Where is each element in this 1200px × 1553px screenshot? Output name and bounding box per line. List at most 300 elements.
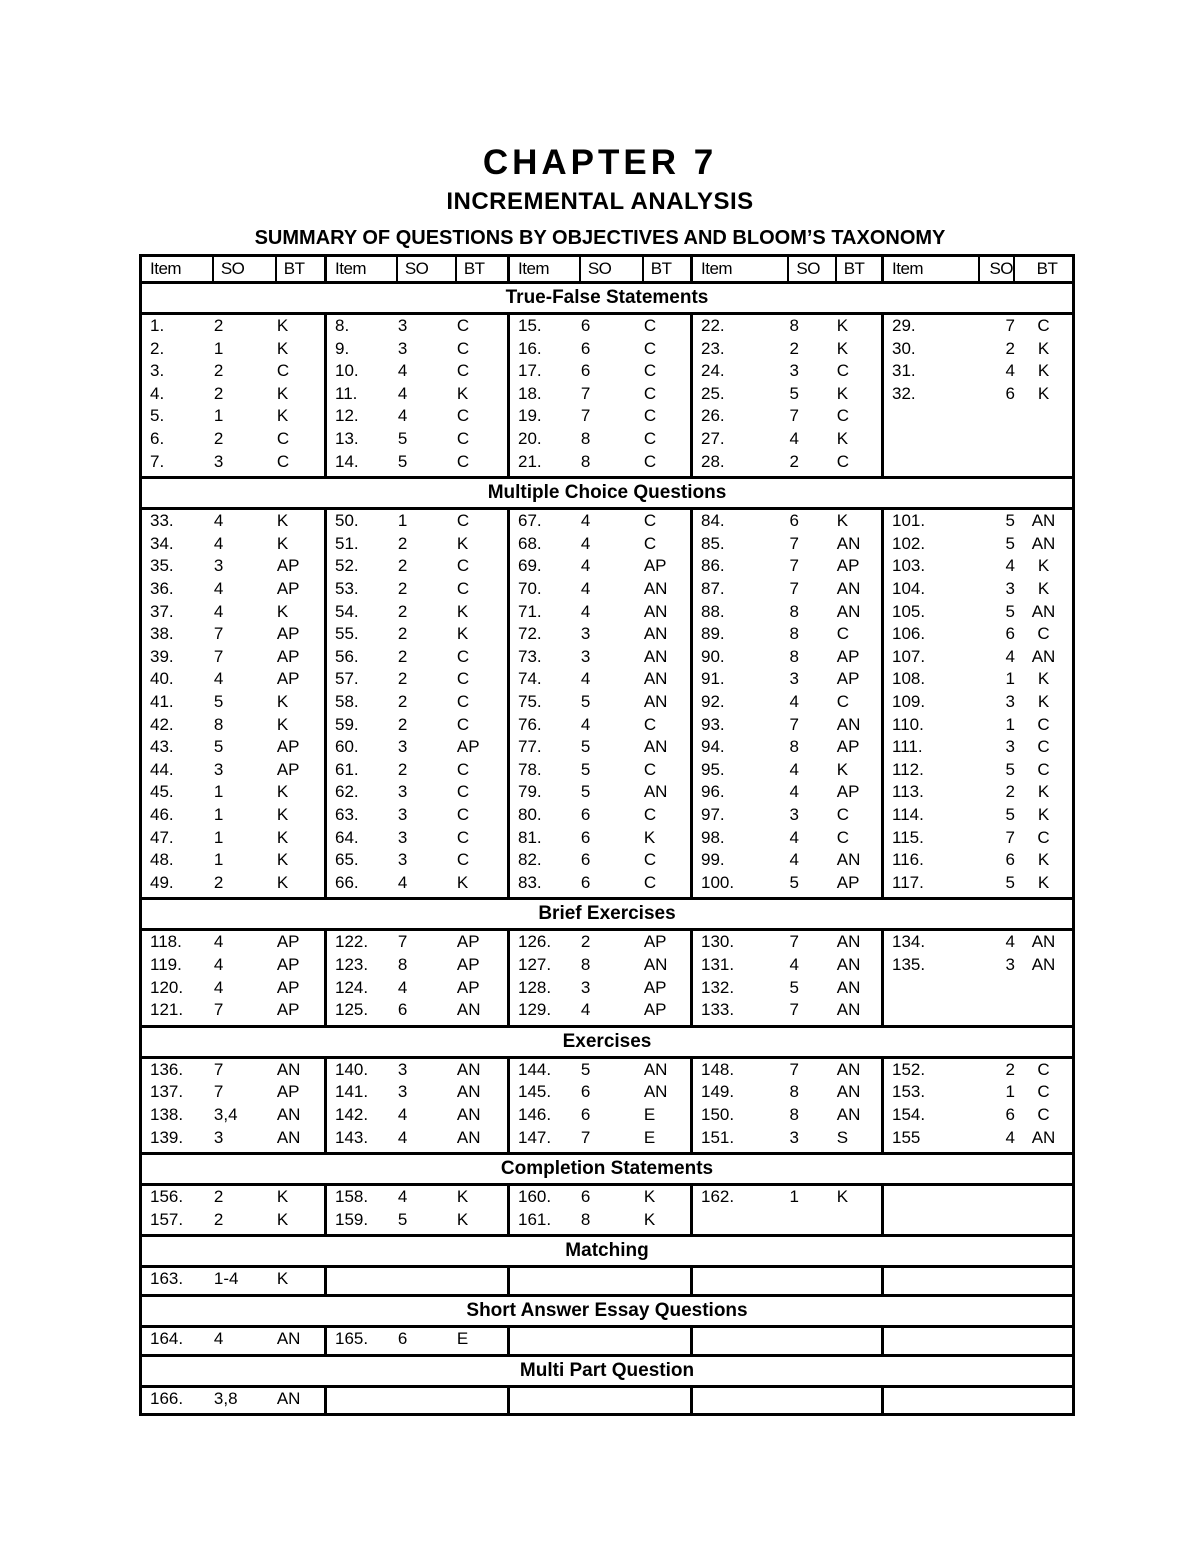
item-cell: 26. [701, 406, 725, 426]
table-row [884, 533, 1072, 556]
table-row [884, 736, 1072, 759]
bt-cell: C [643, 316, 657, 335]
bt-cell: K [1037, 556, 1050, 576]
item-cell: 111. [892, 737, 923, 757]
bt-cell: K [836, 316, 849, 335]
item-cell: 70. [518, 578, 542, 598]
table-header-row [142, 257, 1072, 284]
bt-cell: C [1037, 316, 1050, 335]
column-group [510, 315, 693, 476]
bt-cell: AN [836, 714, 861, 734]
so-cell: 2 [213, 428, 224, 448]
bt-cell: K [836, 759, 849, 779]
bt-cell: AP [643, 556, 667, 576]
table-row [142, 1328, 324, 1351]
item-cell: 143. [335, 1127, 369, 1147]
bt-cell: AN [456, 1059, 481, 1079]
table-row [327, 1328, 507, 1351]
bt-cell: K [1037, 872, 1050, 892]
column-group [510, 1186, 693, 1234]
item-cell: 138. [150, 1104, 184, 1124]
item-cell: 79. [518, 782, 542, 802]
item-cell: 96. [701, 782, 725, 802]
so-cell: 2 [397, 691, 408, 711]
table-row [884, 383, 1072, 406]
so-cell: 4 [789, 954, 799, 974]
column-group [510, 1268, 693, 1294]
item-cell: 60. [335, 737, 359, 757]
item-cell: 46. [150, 804, 174, 824]
table-row [693, 804, 881, 827]
table-row [327, 360, 507, 383]
item-cell: 74. [518, 669, 542, 689]
header-group [510, 257, 693, 281]
so-cell: 6 [397, 1000, 408, 1020]
table-row [884, 1059, 1072, 1082]
table-row [693, 601, 881, 624]
so-cell: 6 [580, 827, 591, 847]
table-row [327, 578, 507, 601]
section-title: Brief Exercises [142, 900, 1072, 931]
so-cell: 5 [1005, 511, 1015, 531]
bt-cell: AN [836, 533, 861, 553]
bt-cell: K [276, 782, 289, 802]
so-cell: 3 [789, 804, 799, 824]
table-row [884, 827, 1072, 850]
item-cell: 162. [701, 1187, 735, 1207]
bt-cell: C [643, 428, 657, 448]
table-row [327, 804, 507, 827]
bt-cell: AN [836, 954, 861, 974]
bt-cell: AN [836, 977, 861, 997]
so-cell: 4 [580, 511, 591, 531]
item-cell: 140. [335, 1059, 369, 1079]
item-cell: 125. [335, 1000, 369, 1020]
table-row [693, 1059, 881, 1082]
bt-cell: AN [643, 624, 668, 644]
table-row [142, 646, 324, 669]
item-cell: 56. [335, 646, 359, 666]
bt-cell: AN [1031, 601, 1056, 621]
item-cell: 133. [701, 1000, 735, 1020]
table-row [510, 428, 690, 451]
table-row [327, 383, 507, 406]
table-row [510, 804, 690, 827]
bt-cell: C [643, 533, 657, 553]
so-cell: 4 [213, 511, 224, 531]
column-group [693, 1388, 884, 1414]
header-so: SO [980, 257, 1015, 281]
table-row [693, 954, 881, 977]
so-cell: 7 [580, 1127, 591, 1147]
item-cell: 61. [335, 759, 359, 779]
table-row [327, 510, 507, 533]
item-cell: 78. [518, 759, 542, 779]
bt-cell: C [643, 872, 657, 892]
table-row [327, 781, 507, 804]
so-cell: 5 [1005, 759, 1015, 779]
item-cell: 161. [518, 1209, 552, 1229]
so-cell: 6 [580, 1104, 591, 1124]
so-cell: 1 [397, 511, 408, 531]
bt-cell: K [276, 1209, 289, 1229]
item-cell: 43. [150, 737, 174, 757]
so-cell: 8 [789, 737, 799, 757]
so-cell: 5 [789, 383, 799, 403]
table-row [327, 405, 507, 428]
item-cell: 163. [150, 1269, 184, 1289]
item-cell: 122. [335, 932, 369, 952]
item-cell: 165. [335, 1328, 369, 1348]
item-cell: 14. [335, 451, 359, 471]
table-row [510, 977, 690, 1000]
table-row [327, 691, 507, 714]
bt-cell: K [456, 872, 469, 892]
so-cell: 2 [1005, 1059, 1015, 1079]
so-cell: 3 [789, 361, 799, 381]
bt-cell: AP [456, 954, 480, 974]
column-group [884, 1388, 1072, 1414]
so-cell: 4 [397, 977, 408, 997]
table-row [327, 601, 507, 624]
item-cell: 130. [701, 932, 735, 952]
column-group [884, 510, 1072, 897]
bt-cell: C [836, 827, 850, 847]
item-cell: 147. [518, 1127, 552, 1147]
item-cell: 41. [150, 691, 174, 711]
bt-cell: K [276, 383, 289, 403]
table-row [884, 601, 1072, 624]
table-row [142, 931, 324, 954]
table-row [884, 931, 1072, 954]
item-cell: 121. [150, 1000, 184, 1020]
item-cell: 7. [150, 451, 165, 471]
bt-cell: C [836, 361, 850, 381]
table-row [510, 1209, 690, 1232]
bt-cell: AN [643, 782, 668, 802]
so-cell: 3 [397, 850, 408, 870]
item-cell: 98. [701, 827, 725, 847]
table-row [510, 623, 690, 646]
item-cell: 29. [892, 316, 916, 335]
chapter-title: CHAPTER 7 [482, 143, 718, 182]
item-cell: 102. [892, 533, 926, 553]
column-group [142, 1186, 327, 1234]
bt-cell: C [643, 850, 657, 870]
so-cell: 3 [397, 782, 408, 802]
so-cell: 6 [789, 511, 799, 531]
table-row [142, 451, 324, 474]
bt-cell: C [456, 361, 470, 381]
so-cell: 4 [1005, 1127, 1015, 1147]
column-group [693, 1186, 884, 1234]
item-cell: 50. [335, 511, 359, 531]
bt-cell: C [276, 361, 290, 381]
item-cell: 112. [892, 759, 924, 779]
item-cell: 151. [701, 1127, 735, 1147]
item-cell: 144. [518, 1059, 552, 1079]
so-cell: 3 [1005, 954, 1015, 974]
item-cell: 94. [701, 737, 725, 757]
bt-cell: C [456, 316, 470, 335]
table-row [510, 781, 690, 804]
so-cell: 4 [580, 601, 591, 621]
table-row [142, 714, 324, 737]
item-cell: 92. [701, 691, 725, 711]
item-cell: 65. [335, 850, 359, 870]
table-row [884, 360, 1072, 383]
section-title: Matching [142, 1237, 1072, 1268]
table-row [327, 872, 507, 895]
header-so: SO [789, 257, 836, 281]
table-row [327, 646, 507, 669]
section-title: Completion Statements [142, 1155, 1072, 1186]
bt-cell: C [456, 428, 470, 448]
table-row [142, 1388, 324, 1411]
so-cell: 4 [789, 827, 799, 847]
table-row [884, 623, 1072, 646]
table-row [327, 555, 507, 578]
bt-cell: K [276, 338, 289, 358]
table-row [510, 646, 690, 669]
bt-cell: AN [836, 1104, 861, 1124]
table-row [884, 555, 1072, 578]
table-row [693, 759, 881, 782]
so-cell: 5 [789, 977, 799, 997]
item-cell: 126. [518, 932, 552, 952]
so-cell: 2 [213, 1209, 224, 1229]
bt-cell: AN [836, 850, 861, 870]
table-row [142, 623, 324, 646]
so-cell: 2 [397, 714, 408, 734]
so-cell: 4 [789, 691, 799, 711]
column-group [510, 1388, 693, 1414]
so-cell: 1 [1005, 1082, 1015, 1102]
bt-cell: AP [276, 1000, 300, 1020]
bt-cell: AP [276, 578, 300, 598]
so-cell: 4 [213, 932, 224, 952]
bt-cell: C [456, 451, 470, 471]
so-cell: 3 [397, 827, 408, 847]
item-cell: 35. [150, 556, 174, 576]
table-row [693, 827, 881, 850]
so-cell: 8 [789, 601, 799, 621]
bt-cell: AN [836, 1082, 861, 1102]
header-so: SO [581, 257, 644, 281]
table-row [327, 736, 507, 759]
so-cell: 8 [213, 714, 224, 734]
so-cell: 3 [397, 737, 408, 757]
bt-cell: AN [643, 1059, 668, 1079]
table-row [327, 428, 507, 451]
column-group [327, 1059, 510, 1152]
table-row [327, 931, 507, 954]
so-cell: 6 [1005, 850, 1015, 870]
section-title: True-False Statements [142, 284, 1072, 315]
bt-cell: K [1037, 338, 1050, 358]
item-cell: 114. [892, 804, 924, 824]
item-cell: 73. [518, 646, 542, 666]
header-group [693, 257, 884, 281]
column-group [693, 931, 884, 1024]
table-row [693, 1127, 881, 1150]
bt-cell: AN [1031, 932, 1056, 952]
item-cell: 117. [892, 872, 924, 892]
bt-cell: AN [1031, 954, 1056, 974]
so-cell: 2 [213, 361, 224, 381]
item-cell: 52. [335, 556, 359, 576]
table-row [510, 1059, 690, 1082]
column-group [884, 1328, 1072, 1354]
table-row [142, 338, 324, 361]
item-cell: 93. [701, 714, 725, 734]
so-cell: 2 [1005, 338, 1015, 358]
column-group [327, 1268, 510, 1294]
item-cell: 134. [892, 932, 926, 952]
so-cell: 4 [397, 872, 408, 892]
so-cell: 4 [789, 428, 799, 448]
bt-cell: C [643, 361, 657, 381]
bt-cell: AN [643, 691, 668, 711]
item-cell: 100. [701, 872, 735, 892]
bt-cell: K [276, 714, 289, 734]
so-cell: 5 [397, 428, 408, 448]
item-cell: 58. [335, 691, 359, 711]
item-cell: 15. [518, 316, 542, 335]
item-cell: 62. [335, 782, 359, 802]
item-cell: 118. [150, 932, 182, 952]
bt-cell: AP [276, 1082, 300, 1102]
bt-cell: AP [836, 782, 860, 802]
chapter-subtitle: INCREMENTAL ANALYSIS [446, 188, 754, 215]
table-row [510, 360, 690, 383]
so-cell: 1 [213, 850, 224, 870]
column-group [693, 315, 884, 476]
so-cell: 7 [789, 1059, 799, 1079]
bt-cell: AP [456, 737, 480, 757]
bt-cell: C [643, 511, 657, 531]
item-cell: 139. [150, 1127, 184, 1147]
table-row [510, 931, 690, 954]
bt-cell: AN [1031, 533, 1056, 553]
so-cell: 2 [789, 338, 799, 358]
so-cell: 7 [580, 383, 591, 403]
so-cell: 7 [789, 714, 799, 734]
item-cell: 68. [518, 533, 542, 553]
so-cell: 8 [397, 954, 408, 974]
so-cell: 7 [213, 1082, 224, 1102]
bt-cell: AN [276, 1127, 301, 1147]
item-cell: 10. [335, 361, 359, 381]
header-bt: BT [1036, 259, 1058, 278]
table-row [510, 383, 690, 406]
item-cell: 54. [335, 601, 359, 621]
column-group [327, 1328, 510, 1354]
item-cell: 69. [518, 556, 542, 576]
table-row [142, 1059, 324, 1082]
table-row [693, 338, 881, 361]
table-row [510, 999, 690, 1022]
bt-cell: AN [643, 578, 668, 598]
item-cell: 9. [335, 338, 350, 358]
section-title: Multiple Choice Questions [142, 479, 1072, 510]
table-row [693, 872, 881, 895]
bt-cell: K [1037, 691, 1050, 711]
column-group [884, 1268, 1072, 1294]
bt-cell: K [276, 804, 289, 824]
table-row [510, 759, 690, 782]
table-row [510, 714, 690, 737]
column-group [142, 1268, 327, 1294]
table-row [693, 451, 881, 474]
column-group [693, 510, 884, 897]
table-row [142, 601, 324, 624]
item-cell: 84. [701, 511, 725, 531]
table-row [510, 1104, 690, 1127]
bt-cell: C [456, 556, 470, 576]
column-group [142, 1059, 327, 1152]
item-cell: 106. [892, 624, 926, 644]
item-cell: 89. [701, 624, 725, 644]
bt-cell: K [643, 1187, 656, 1207]
item-cell: 135. [892, 954, 926, 974]
item-cell: 71. [518, 601, 542, 621]
item-cell: 103. [892, 556, 926, 576]
item-cell: 18. [518, 383, 542, 403]
table-row [693, 736, 881, 759]
so-cell: 1 [213, 782, 224, 802]
table-row [884, 510, 1072, 533]
header-bt: BT [463, 259, 485, 278]
table-row [510, 533, 690, 556]
table-row [693, 781, 881, 804]
so-cell: 1 [789, 1187, 799, 1207]
so-cell: 1 [213, 827, 224, 847]
bt-cell: S [836, 1127, 849, 1147]
so-cell: 3 [397, 316, 408, 335]
table-row [327, 954, 507, 977]
bt-cell: C [456, 406, 470, 426]
table-row [327, 827, 507, 850]
bt-cell: K [643, 827, 656, 847]
item-cell: 77. [518, 737, 542, 757]
table-row [693, 1186, 881, 1209]
table-row [327, 451, 507, 474]
item-cell: 85. [701, 533, 725, 553]
column-group [693, 1268, 884, 1294]
table-row [142, 759, 324, 782]
section-title: Multi Part Question [142, 1357, 1072, 1388]
table-row [693, 623, 881, 646]
item-cell: 80. [518, 804, 542, 824]
bt-cell: K [1037, 383, 1050, 403]
table-row [327, 668, 507, 691]
bt-cell: K [276, 872, 289, 892]
so-cell: 7 [213, 1000, 224, 1020]
so-cell: 2 [397, 578, 408, 598]
table-row [510, 872, 690, 895]
column-group [142, 931, 327, 1024]
table-row [693, 428, 881, 451]
item-cell: 116. [892, 850, 924, 870]
bt-cell: K [276, 406, 289, 426]
table-row [693, 646, 881, 669]
table-row [142, 1209, 324, 1232]
bt-cell: C [836, 624, 850, 644]
item-cell: 42. [150, 714, 174, 734]
bt-cell: K [276, 827, 289, 847]
item-cell: 120. [150, 977, 184, 997]
